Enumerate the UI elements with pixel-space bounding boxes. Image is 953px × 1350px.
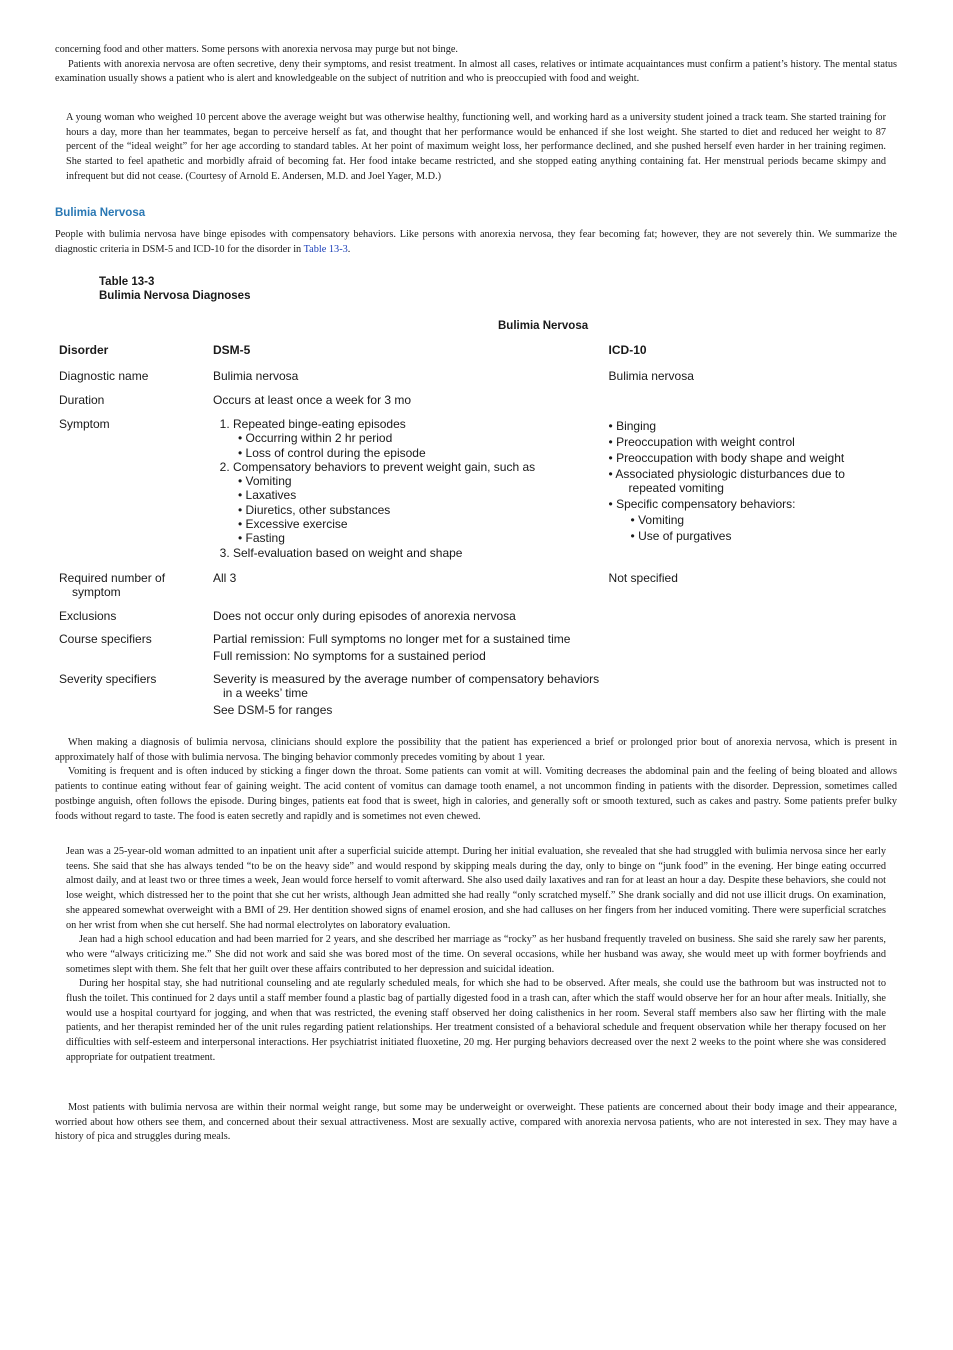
row-label: Severity specifiers [59,672,157,686]
section-paragraph-text: People with bulimia nervosa have binge episodes with compensatory behaviors. Like persons with anorexia nervosa, they fear becoming fat; however, they are not severely thin. We summarize the diagnostic criteria in DSM-5 and ICD-10 for the disorder in [55,229,897,255]
icd-item: Preoccupation with body shape and weight [616,450,845,465]
dsm-sub-item: • Excessive exercise [237,517,348,532]
row-dsm-value: Occurs at least once a week for 3 mo [212,393,412,407]
intro-paragraph-2: Patients with anorexia nervosa are often secretive, deny their symptoms, and resist treatment. In almost all cases, relatives or intimate acquaintances must confirm a patient’s history. The mental status examination usually shows a patient who is alert and knowledgeable on the subject of nutrition and who is preoccupied with food and weight. [55,58,897,85]
row-dsm-value [213,672,609,717]
body-text [55,736,897,824]
symptom-dsm-list [213,417,609,571]
row-icd-value [609,609,905,632]
row-label: Duration [59,393,105,407]
dsm-item-1: Repeated binge-eating episodes [232,417,406,431]
section-heading: Bulimia Nervosa [55,207,146,219]
case-vignette-2 [66,845,886,1066]
body-paragraph-2: Vomiting is frequent and is often induced by sticking a finger down the throat. Some patients can vomit at will. Vomiting decreases the abdominal pain and the feeling of being bloated and allows patients to continue eating without fear of gaining weight. The acid content of vomitus can damage tooth enamel, a not uncommon finding in patients with the disorder. Depression, sometimes called postbinge anguish, often follows the episode. During binges, patients eat food that is sweet, high in calories, and generally soft or smooth textured, such as cakes and pastry. Some patients prefer bulky foods without regard to taste. The food is eaten secretly and rapidly and is sometimes not even chewed. [55,766,897,822]
row-dsm-value: All 3 [212,571,237,585]
icd-sub-item: • Vomiting [630,513,685,528]
closing-paragraph: Most patients with bulimia nervosa are within their normal weight range, but some may be underweight or overweight. These patients are concerned about their body image and their appearance, worried about how others see them, and concerned about their sexual attractiveness. Most are sexually active, compared with anorexia nervosa patients, who are not interested in sex. They may have a history of pica and struggles during meals. [55,1102,897,1143]
case-vignette-1 [66,111,886,185]
table-row [55,632,905,672]
course-full: Full remission: No symptoms for a sustained period [212,649,486,664]
table-row [55,417,905,571]
table-header-row [55,339,905,369]
body-paragraph-1: When making a diagnosis of bulimia nervosa, clinicians should explore the possibility that the patient has experienced a brief or prolonged prior bout of anorexia nervosa, which is present in approximately half of those with bulimia nervosa. The binging behavior commonly precedes vomiting by about 1 year. [55,737,897,763]
dsm-sub-item: • Fasting [237,531,285,546]
icd-item-continued: repeated vomiting [628,481,724,496]
closing-text [55,1101,897,1145]
dsm-sub-item: • Vomiting [237,474,292,489]
row-icd-value [609,632,905,672]
row-label: Exclusions [59,609,117,623]
case-2-paragraph-1: Jean was a 25-year-old woman admitted to an inpatient unit after a superficial suicide attempt. During her initial evaluation, she revealed that she had struggled with bulimia nervosa since her early teens. She said that she has always tended “to be on the heavy side” and would respond by skipping meals during the day, only to binge on “junk food” in the evening. Her binge eating occurred almost daily, and at least two or three times a week, Jean would force herself to vomit afterward. She also used daily laxatives and ran for at least an hour a day. Despite these behaviors, she could not lose weight, which distressed her to the point that she cut her wrists, although Jean admitted she had really “only scratched myself.” She drank socially and did not use illicit drugs. On examination, she appeared somewhat overweight with a BMI of 29. Her dentition showed signs of enamel erosion, and she had calluses on her fingers from her induced vomiting. There were superficial scratches on her wrist from when she cut herself. She had normal electrolytes on laboratory evaluation. [66,846,886,931]
course-partial: Partial remission: Full symptoms no longer met for a sustained time [212,632,571,646]
dsm-sub-item: • Occurring within 2 hr period [237,431,393,446]
table-row [55,369,905,393]
icd-item: Preoccupation with weight control [616,434,795,449]
header-icd10: ICD-10 [608,343,647,357]
row-icd-value [609,393,905,417]
row-dsm-value [213,632,609,672]
section-paragraph [55,228,897,257]
icd-item: Binging [616,419,657,433]
case-2-paragraph-3: During her hospital stay, she had nutritional counseling and ate regularly scheduled meals, for which she had to be observed. After meals, she could use the bathroom but was instructed not to flush the toilet. This continued for 2 days until a staff member found a plastic bag of partially digested food in a trash can, after which the staff would observe her for an hour after meals. Initially, she would use a hospital courtyard for jogging, and when that was restricted, the evening staff observed her doing calisthenics in her room. Several staff members also saw her flirting with the male patients, and her therapist reminded her of the unit rules regarding patient relationships. Her treatment consisted of a behavioral schedule and frequent observation while her therapy focused on her difficulties with self-esteem and interpersonal interactions. Her psychiatrist initiated fluoxetine, 20 mg. Her purging behaviors decreased over the next 2 weeks to the point where she was considered appropriate for outpatient treatment. [66,978,886,1063]
symptom-icd-list: • Binging • Preoccupation with weight control • Preoccupation with body shape and weight • Associated physiologic disturbances due to repeated vomiting • Specific compensatory behaviors: • Vomiting • Use of purgatives [609,417,905,571]
intro-text [55,43,897,87]
dsm-sub-item: • Diuretics, other substances [237,502,391,517]
diagnoses-table [55,339,905,717]
case-2-paragraph-2: Jean had a high school education and had been married for 2 years, and she described her marriage as “rocky” as her husband frequently traveled on business. She said she rarely saw her parents, who were “always criticizing me.” She did not work and said she was bored most of the time. On several occasions, while her husband was away, she would meet up with former boyfriends and sometimes slept with them. She felt that her guilt over these affairs contributed to her depression and suicidal ideation. [66,934,886,975]
dsm-item-2: Compensatory behaviors to prevent weight gain, such as [232,459,536,474]
row-label: Symptom [59,417,110,431]
header-dsm5: DSM-5 [212,343,251,357]
row-label: Diagnostic name [59,369,149,383]
table-number: Table 13-3 [99,276,155,288]
header-disorder: Disorder [59,343,109,357]
severity-ranges: See DSM-5 for ranges [212,702,333,717]
icd-item: Associated physiologic disturbances due to [615,466,845,481]
dsm-item-3: Self-evaluation based on weight and shape [232,545,463,560]
row-icd-value: Bulimia nervosa [608,369,694,383]
table-row [55,672,905,717]
table-row [55,571,905,609]
section-paragraph-end: . [347,243,351,255]
dsm-sub-item: • Laxatives [237,488,297,503]
table-row [55,609,905,632]
intro-paragraph-1: concerning food and other matters. Some persons with anorexia nervosa may purge but not binge. [55,44,459,55]
row-label: Course specifiers [59,632,152,646]
row-label: Required number of symptom [59,571,166,600]
icd-sub-item: • Use of purgatives [630,529,732,544]
row-dsm-value: Does not occur only during episodes of anorexia nervosa [212,609,516,623]
icd-item: Specific compensatory behaviors: [616,497,796,512]
table-row [55,393,905,417]
row-dsm-value: Bulimia nervosa [212,369,299,383]
table-title [99,275,250,303]
case-1-text: A young woman who weighed 10 percent above the average weight but was otherwise healthy, functioning well, and working hard as a university student joined a track team. She started training for hours a day, more than her teammates, began to perceive herself as fat, and thought that her performance would be enhanced if she lost weight. She started to diet and reduced her weight to 87 percent of the “ideal weight” for her age according to standard tables. At her point of maximum weight loss, her performance declined, and she pushed herself even harder in her training regimen. She started to feel apathetic and morbidly afraid of becoming fat. Her food intake became restricted, and she stopped eating anything containing fat. Her menstrual periods became skimpy and infrequent but did not cease. (Courtesy of Arnold E. Andersen, M.D. and Joel Yager, M.D.) [66,112,886,182]
row-icd-value: Not specified [608,571,678,585]
row-icd-value [609,672,905,717]
table-caption: Bulimia Nervosa Diagnoses [99,290,251,302]
table-group-header: Bulimia Nervosa [498,320,589,332]
table-link[interactable]: Table 13-3 [303,243,348,255]
severity-measure: Severity is measured by the average number of compensatory behaviors in a weeks’ time [212,672,600,701]
dsm-sub-item: • Loss of control during the episode [237,445,426,460]
